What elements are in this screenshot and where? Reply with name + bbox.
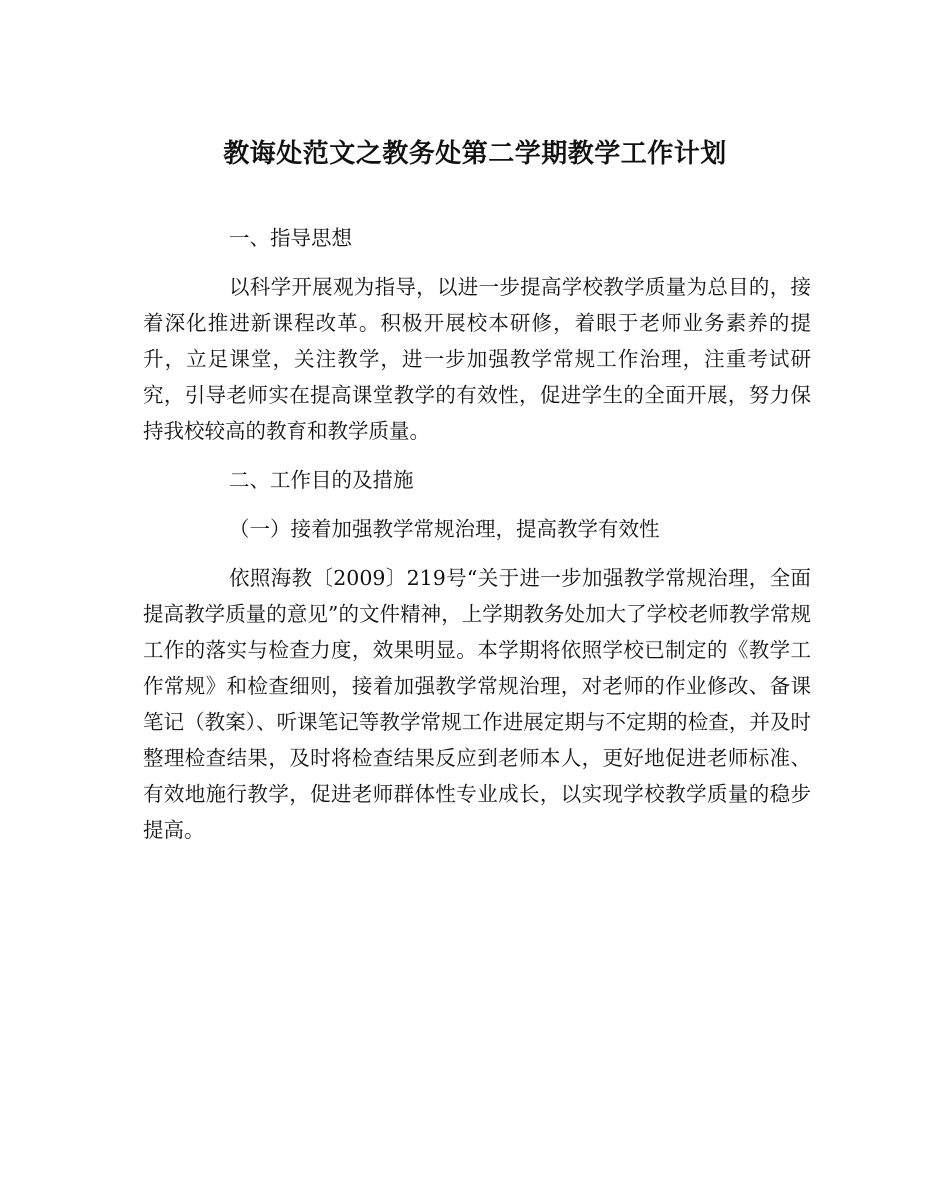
paragraph-guiding-ideology: 以科学开展观为指导，以进一步提高学校教学质量为总目的，接着深化推进新课程改革。积极开展校本研修，着眼于老师业务素养的提升，立足课堂，关注教学，进一步加强教学常规工作治理，注重考试研究，引导老师实在提高课堂教学的有效性，促进学生的全面开展，努力保持我校较高的教育和教学质量。 (143, 275, 811, 443)
document-title: 教诲处范文之教务处第二学期教学工作计划 (223, 139, 727, 169)
spacer (143, 449, 811, 462)
subsection-heading-teaching-routine: （一）接着加强教学常规治理，提高教学有效性 (229, 517, 660, 541)
section-heading-goals-measures: 二、工作目的及措施 (229, 468, 414, 492)
spacer (143, 498, 811, 511)
spacer (143, 256, 811, 269)
paragraph-teaching-routine: 依照海教〔2009〕219号“关于进一步加强教学常规治理，全面提高教学质量的意见”的文件精神，上学期教务处加大了学校老师教学常规工作的落实与检查力度，效果明显。本学期将依照学校已制定的《教学工作常规》和检查细则，接着加强教学常规治理，对老师的作业修改、备课笔记（教案）、听课笔记等教学常规工作进展定期与不定期的检查，并及时整理检查结果，及时将检查结果反应到老师本人，更好地促进老师标准、有效地施行教学，促进老师群体性专业成长，以实现学校教学质量的稳步提高。 (143, 566, 811, 842)
document-body (143, 220, 811, 848)
spacer (143, 547, 811, 560)
section-heading-guiding-ideology: 一、指导思想 (229, 226, 352, 250)
